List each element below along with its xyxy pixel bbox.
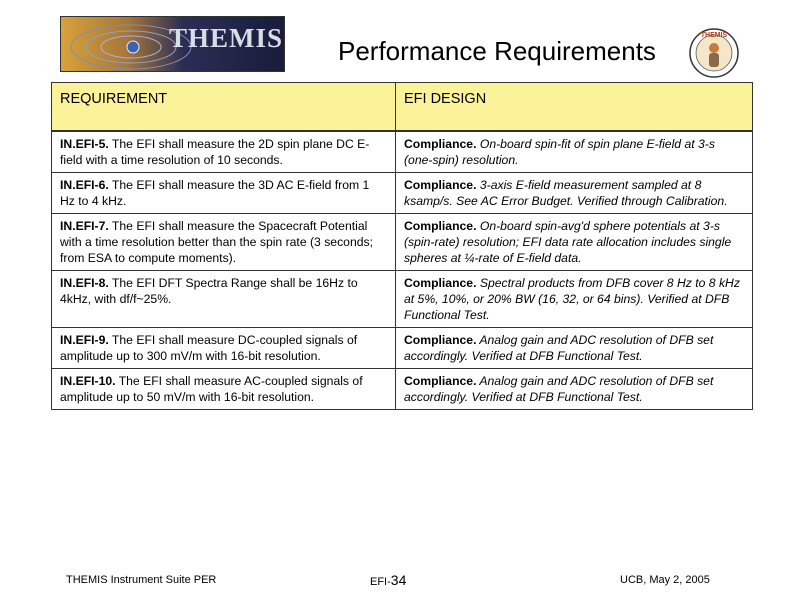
compliance-status: Compliance.	[404, 333, 477, 347]
requirement-cell	[52, 173, 396, 214]
requirement-id: IN.EFI-5.	[60, 137, 109, 151]
requirement-text: The EFI shall measure the 3D AC E-field from 1 Hz to 4 kHz.	[60, 178, 370, 208]
table-row	[52, 271, 753, 328]
requirement-id: IN.EFI-6.	[60, 178, 109, 192]
requirement-cell	[52, 328, 396, 369]
requirement-text: The EFI DFT Spectra Range shall be 16Hz to 4kHz, with df/f~25%.	[60, 276, 358, 306]
col-header-efi-design: EFI DESIGN	[396, 83, 753, 132]
page-prefix: EFI-	[370, 576, 391, 588]
design-text: Analog gain and ADC resolution of DFB set accordingly. Verified at DFB Functional Test.	[404, 374, 714, 404]
requirements-table	[51, 82, 753, 410]
seal-text: THEMIS	[700, 32, 728, 39]
requirement-text: The EFI shall measure DC-coupled signals of amplitude up to 300 mV/m with 16-bit resolution.	[60, 333, 358, 363]
design-cell	[396, 131, 753, 173]
design-text: Spectral products from DFB cover 8 Hz to 8 kHz at 5%, 10%, or 20% BW (16, 32, or 64 bins). Verified at DFB Functional Test.	[404, 276, 740, 322]
design-cell	[396, 214, 753, 271]
design-cell	[396, 173, 753, 214]
requirement-id: IN.EFI-10.	[60, 374, 116, 388]
themis-logo	[60, 16, 285, 72]
design-cell	[396, 328, 753, 369]
requirement-text: The EFI shall measure the 2D spin plane DC E-field with a time resolution of 10 seconds.	[60, 137, 370, 167]
footer-document-name: THEMIS Instrument Suite PER	[66, 574, 217, 586]
requirement-text: The EFI shall measure AC-coupled signals of amplitude up to 50 mV/m with 16-bit resolution.	[60, 374, 363, 404]
compliance-status: Compliance.	[404, 276, 477, 290]
table-row	[52, 131, 753, 173]
requirement-cell	[52, 271, 396, 328]
footer-page-number	[370, 572, 406, 588]
design-text: On-board spin-avg'd sphere potentials at 3-s (spin-rate) resolution; EFI data rate allocation includes single spheres at ¼-rate of E-field data.	[404, 219, 732, 265]
footer-date: UCB, May 2, 2005	[620, 574, 710, 586]
compliance-status: Compliance.	[404, 137, 477, 151]
compliance-status: Compliance.	[404, 374, 477, 388]
compliance-status: Compliance.	[404, 219, 477, 233]
design-text: On-board spin-fit of spin plane E-field at 3-s (one-spin) resolution.	[404, 137, 715, 167]
requirement-text: The EFI shall measure the Spacecraft Potential with a time resolution better than the spin rate (3 seconds; from ESA to compute moments).	[60, 219, 373, 265]
page-title: Performance Requirements	[338, 36, 656, 66]
compliance-status: Compliance.	[404, 178, 477, 192]
design-text: 3-axis E-field measurement sampled at 8 ksamp/s. See AC Error Budget. Verified through Calibration.	[404, 178, 728, 208]
requirement-id: IN.EFI-7.	[60, 219, 109, 233]
requirement-id: IN.EFI-8.	[60, 276, 109, 290]
table-row	[52, 214, 753, 271]
requirement-cell	[52, 131, 396, 173]
table-row	[52, 369, 753, 410]
table-header-row	[52, 83, 753, 132]
table-row	[52, 173, 753, 214]
design-cell	[396, 271, 753, 328]
logo-text: THEMIS	[169, 23, 284, 53]
page-num: 34	[390, 572, 407, 588]
requirement-cell	[52, 369, 396, 410]
themis-seal-logo	[686, 26, 742, 80]
col-header-requirement: REQUIREMENT	[52, 83, 396, 132]
requirement-cell	[52, 214, 396, 271]
requirement-id: IN.EFI-9.	[60, 333, 109, 347]
design-cell	[396, 369, 753, 410]
table-row	[52, 328, 753, 369]
design-text: Analog gain and ADC resolution of DFB set accordingly. Verified at DFB Functional Test.	[404, 333, 714, 363]
